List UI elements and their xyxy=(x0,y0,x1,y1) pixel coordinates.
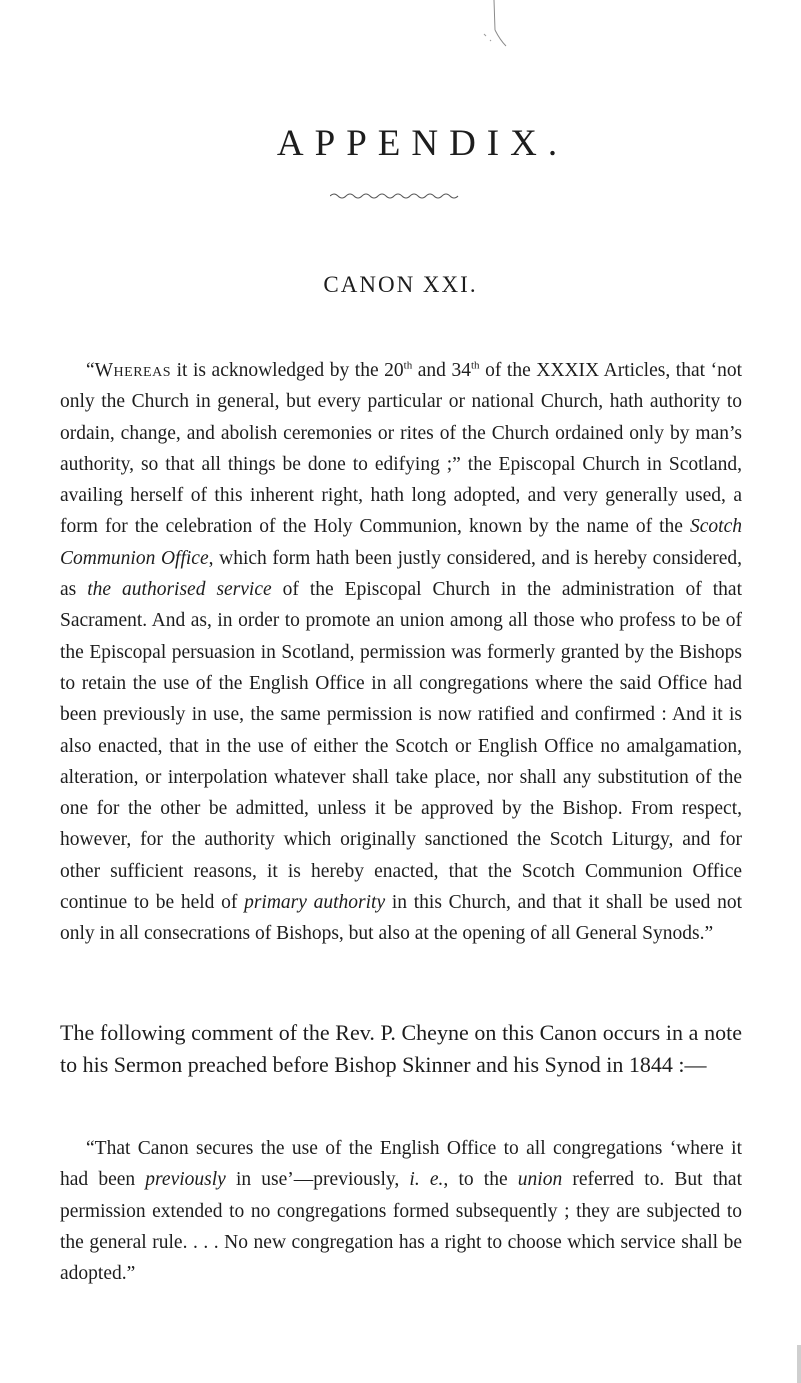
ordinal-suffix: th xyxy=(471,359,480,372)
canon-text-segment: of the Episcopal Church in the administration of that Sacrament. And as, in order to promote an union among all those who profess to be of the Episcopal persuasion in Scotland, permission was formerly granted by the Bishops to retain the use of the English Office in all congregations where the said Office had been previously in use, the same permission is now ratified and confirmed : And it is also enacted, that in the use of either the Scotch or English Office no amalgamation, alteration, or interpolation whatever shall take place, nor shall any substitution of the one for the other be admitted, unless it be approved by the Bishop. From respect, however, for the authority which originally sanctioned the Scotch Liturgy, and for other sufficient reasons, it is hereby enacted, that the Scotch Communion Office continue to be held of xyxy=(60,579,742,914)
italic-authorised-service: the authorised service xyxy=(87,579,272,601)
quote-segment: referred to. But that permission extended to no congregations formed subsequently ; they are subjected to the general rule. . . . No new congregation has a right to choose which service shall be adopted.” xyxy=(60,1169,743,1285)
page-title: APPENDIX. xyxy=(276,123,569,164)
page-edge-shadow xyxy=(797,1345,801,1383)
italic-ie: i. e. xyxy=(409,1169,444,1191)
italic-scotch-communion-office: Scotch Communion Office xyxy=(60,516,742,569)
canon-text-segment: in this Church, and that it shall be used not only in all consecrations of Bishops, but also at the opening of all General Synods.” xyxy=(60,892,742,945)
quote-segment: in use’—previously, xyxy=(225,1169,410,1191)
italic-primary-authority: primary authority xyxy=(244,892,386,914)
italic-union: union xyxy=(517,1169,563,1191)
quote-segment: “That Canon secures the use of the English Office to all congregations ‘where it had been xyxy=(60,1138,742,1191)
wavy-ornament-divider xyxy=(330,191,460,201)
ordinal-suffix: th xyxy=(403,359,413,372)
comment-intro-paragraph: The following comment of the Rev. P. Cheyne on this Canon occurs in a note to his Sermon preached before Bishop Skinner and his Synod in 1844 :— xyxy=(60,1020,742,1077)
cheyne-quote-paragraph xyxy=(60,1133,742,1289)
quote-segment: , to the xyxy=(443,1169,518,1191)
canon-text-segment: and 34 xyxy=(412,360,471,381)
scan-artifact-mark xyxy=(480,0,510,50)
open-quote: “ xyxy=(86,360,95,381)
whereas-smallcaps: Whereas xyxy=(94,360,172,381)
canon-text-segment: of the XXXIX Articles, that ‘not only the Church in general, but every particular or national Church, hath authority to ordain, change, and abolish ceremonies or rites of the Church ordained only by man’s authority, so that all things be done to edifying ;” the Episcopal Church in Scotland, availing herself of this inherent right, hath long adopted, and very generally used, a form for the celebration of the Holy Communion, known by the name of the xyxy=(60,360,742,538)
canon-heading: CANON XXI. xyxy=(323,272,478,297)
italic-previously: previously xyxy=(145,1169,226,1191)
canon-text-segment: , which form hath been justly considered, and is hereby considered, as xyxy=(60,547,743,601)
canon-text-paragraph xyxy=(60,355,742,950)
canon-text-segment: it is acknowledged by the 20 xyxy=(171,360,404,381)
